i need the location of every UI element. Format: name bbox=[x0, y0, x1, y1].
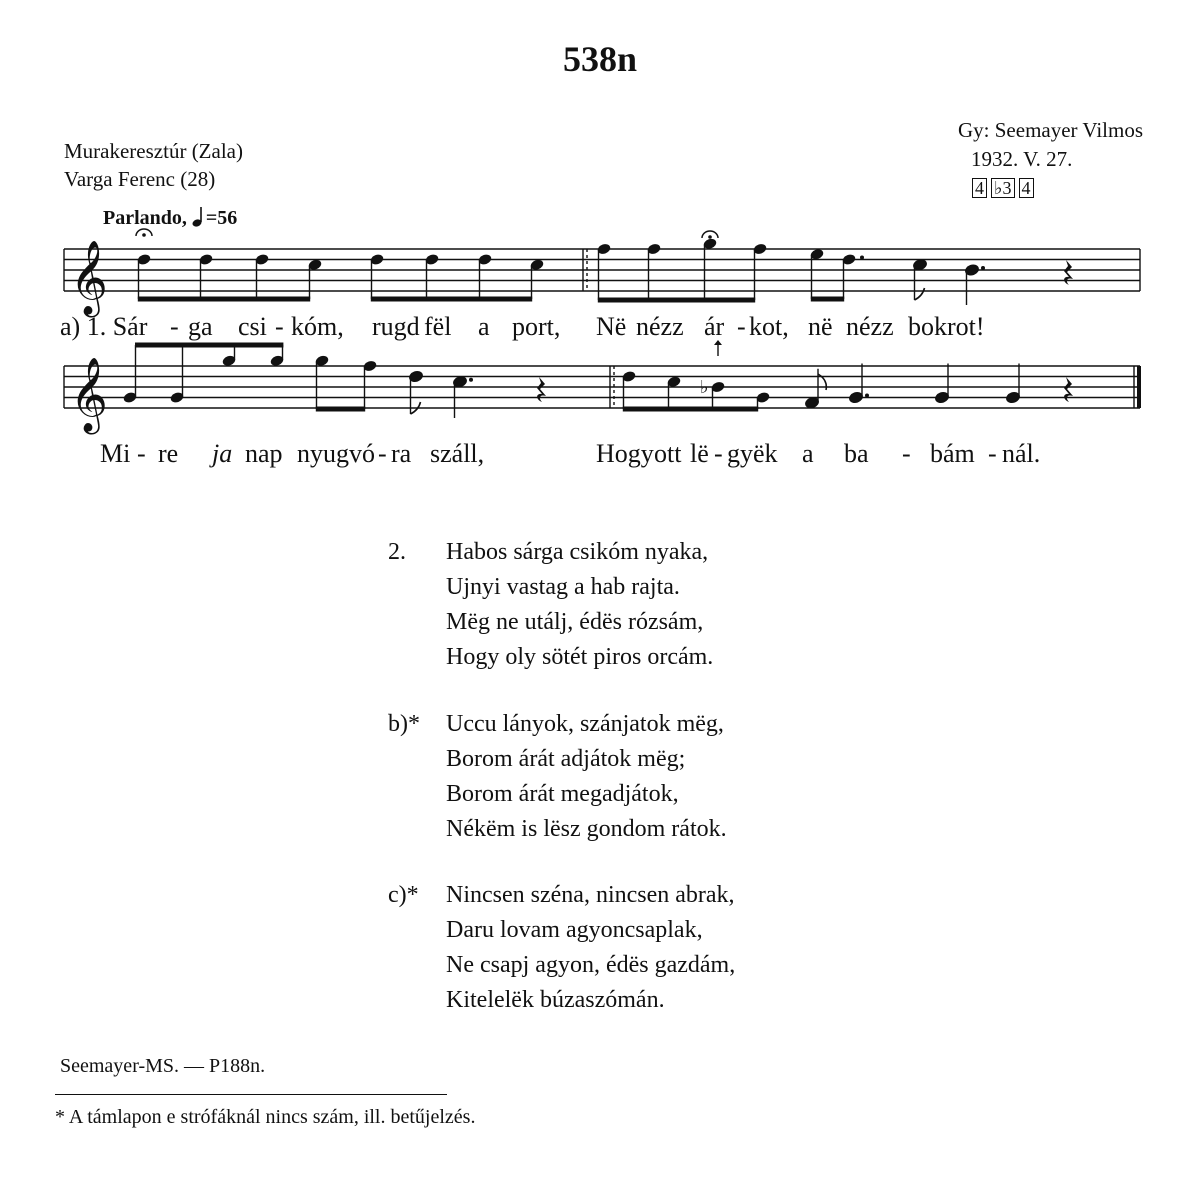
note-beam bbox=[135, 343, 283, 348]
final-bar-line bbox=[1137, 366, 1141, 408]
lyric-gyek: gyëk bbox=[727, 439, 778, 468]
lyric-nezz: nézz bbox=[636, 312, 684, 341]
place-label: Murakeresztúr (Zala) bbox=[64, 139, 243, 163]
tempo-value: =56 bbox=[205, 207, 238, 229]
stanza-label: c)* bbox=[388, 882, 419, 908]
stanza-b bbox=[388, 707, 727, 847]
cadence-box-1: 4 bbox=[972, 178, 987, 198]
stanza-line: Ujnyi vastag a hab rajta. bbox=[446, 574, 680, 600]
lyric-kot: kot, bbox=[749, 312, 789, 341]
lyric-hyphen: - bbox=[737, 312, 746, 341]
lyric-bokrot: bokrot! bbox=[908, 312, 985, 341]
lyric-fel: fël bbox=[424, 312, 452, 341]
stanza-2 bbox=[388, 535, 713, 675]
stanza-line: Uccu lányok, szánjatok mëg, bbox=[446, 711, 724, 737]
note-dot bbox=[981, 266, 985, 270]
stanza-line: Daru lovam agyoncsaplak, bbox=[446, 917, 703, 943]
collector-label: Gy: Seemayer Vilmos bbox=[958, 118, 1143, 142]
lyric-a: a bbox=[802, 439, 814, 468]
lyric-hyphen: - bbox=[137, 439, 146, 468]
lyric-ba: ba bbox=[844, 439, 869, 468]
note-flag bbox=[915, 288, 925, 300]
treble-clef-icon: 𝄞 bbox=[70, 358, 108, 432]
lyric-ja: ja bbox=[212, 439, 233, 468]
source-reference: Seemayer-MS. — P188n. bbox=[60, 1055, 266, 1077]
note-beam bbox=[811, 297, 844, 302]
note-beam bbox=[138, 297, 310, 302]
stanza-c bbox=[388, 878, 735, 1018]
lyric-kom: kóm, bbox=[291, 312, 344, 341]
flat-icon: ♭ bbox=[700, 377, 709, 398]
lyric-mi: Mi bbox=[100, 439, 131, 468]
singer-label: Varga Ferenc (28) bbox=[64, 167, 216, 191]
lyric-nap: nap bbox=[245, 439, 283, 468]
note-beam bbox=[316, 407, 365, 412]
cadence-box-3: 4 bbox=[1019, 178, 1034, 198]
fermata-icon bbox=[142, 233, 146, 237]
lyric-nal: nál. bbox=[1002, 439, 1041, 468]
lyric-a: a bbox=[478, 312, 490, 341]
stanza-line: Borom árát megadjátok, bbox=[446, 781, 679, 807]
note-beam bbox=[623, 407, 758, 412]
lyric-a1: a) 1. Sár bbox=[60, 312, 148, 341]
tempo-label: Parlando, bbox=[103, 207, 187, 229]
note-dot bbox=[865, 394, 869, 398]
treble-clef-icon: 𝄞 bbox=[70, 241, 108, 315]
lyric-bam: bám bbox=[930, 439, 975, 468]
lyric-hyphen: - bbox=[275, 312, 284, 341]
stanza-line: Ne csapj agyon, édës gazdám, bbox=[446, 952, 736, 978]
stanza-label: b)* bbox=[388, 711, 420, 737]
lyric-ott: ott bbox=[654, 439, 682, 468]
note-beam bbox=[371, 297, 532, 302]
note-dot bbox=[469, 378, 473, 382]
lyric-szall: száll, bbox=[430, 439, 485, 468]
lyric-hyphen: - bbox=[714, 439, 723, 468]
lyric-hyphen: - bbox=[170, 312, 179, 341]
quarter-rest-icon bbox=[1064, 377, 1073, 402]
stanza-line: Habos sárga csikóm nyaka, bbox=[446, 539, 709, 565]
fermata-icon bbox=[708, 235, 712, 239]
lyric-port: port, bbox=[512, 312, 561, 341]
lyric-ga: ga bbox=[188, 312, 213, 341]
lyric-hyphen: - bbox=[988, 439, 997, 468]
note-beam bbox=[598, 298, 755, 303]
date-label: 1932. V. 27. bbox=[971, 147, 1073, 171]
footnote-divider bbox=[55, 1094, 447, 1095]
lyric-hogy: Hogy bbox=[596, 439, 654, 468]
lyric-hyphen: - bbox=[902, 439, 911, 468]
stanza-line: Nékëm is lësz gondom rátok. bbox=[446, 816, 727, 842]
lyric-ar: ár bbox=[704, 312, 725, 341]
footnote: * A támlapon e strófáknál nincs szám, ill. betűjelzés. bbox=[55, 1106, 476, 1128]
stanza-line: Mëg ne utálj, édës rózsám, bbox=[446, 609, 704, 635]
cadence-box-2: ♭3 bbox=[991, 178, 1015, 198]
lyric-nyugvo: nyugvó bbox=[297, 439, 375, 468]
quarter-rest-icon bbox=[1064, 260, 1073, 285]
note-dot bbox=[860, 256, 864, 260]
stanza-line: Nincsen széna, nincsen abrak, bbox=[446, 882, 735, 908]
stanza-label: 2. bbox=[388, 539, 406, 565]
stanza-line: Kitelelëk búzaszómán. bbox=[446, 987, 665, 1013]
lyric-ne: në bbox=[808, 312, 833, 341]
lyric-hyphen: - bbox=[378, 439, 387, 468]
lyric-le: lë bbox=[690, 439, 709, 468]
lyric-re: re bbox=[158, 439, 179, 468]
stanza-line: Hogy oly sötét piros orcám. bbox=[446, 644, 714, 670]
lyric-ne: Në bbox=[596, 312, 627, 341]
quarter-rest-icon bbox=[537, 377, 546, 402]
lyric-csi: csi bbox=[238, 312, 267, 341]
page-title: 538n bbox=[562, 39, 638, 79]
lyric-nezz: nézz bbox=[846, 312, 894, 341]
lyric-rugd: rugd bbox=[372, 312, 420, 341]
stanza-line: Borom árát adjátok mëg; bbox=[446, 746, 686, 772]
lyric-ra: ra bbox=[391, 439, 412, 468]
